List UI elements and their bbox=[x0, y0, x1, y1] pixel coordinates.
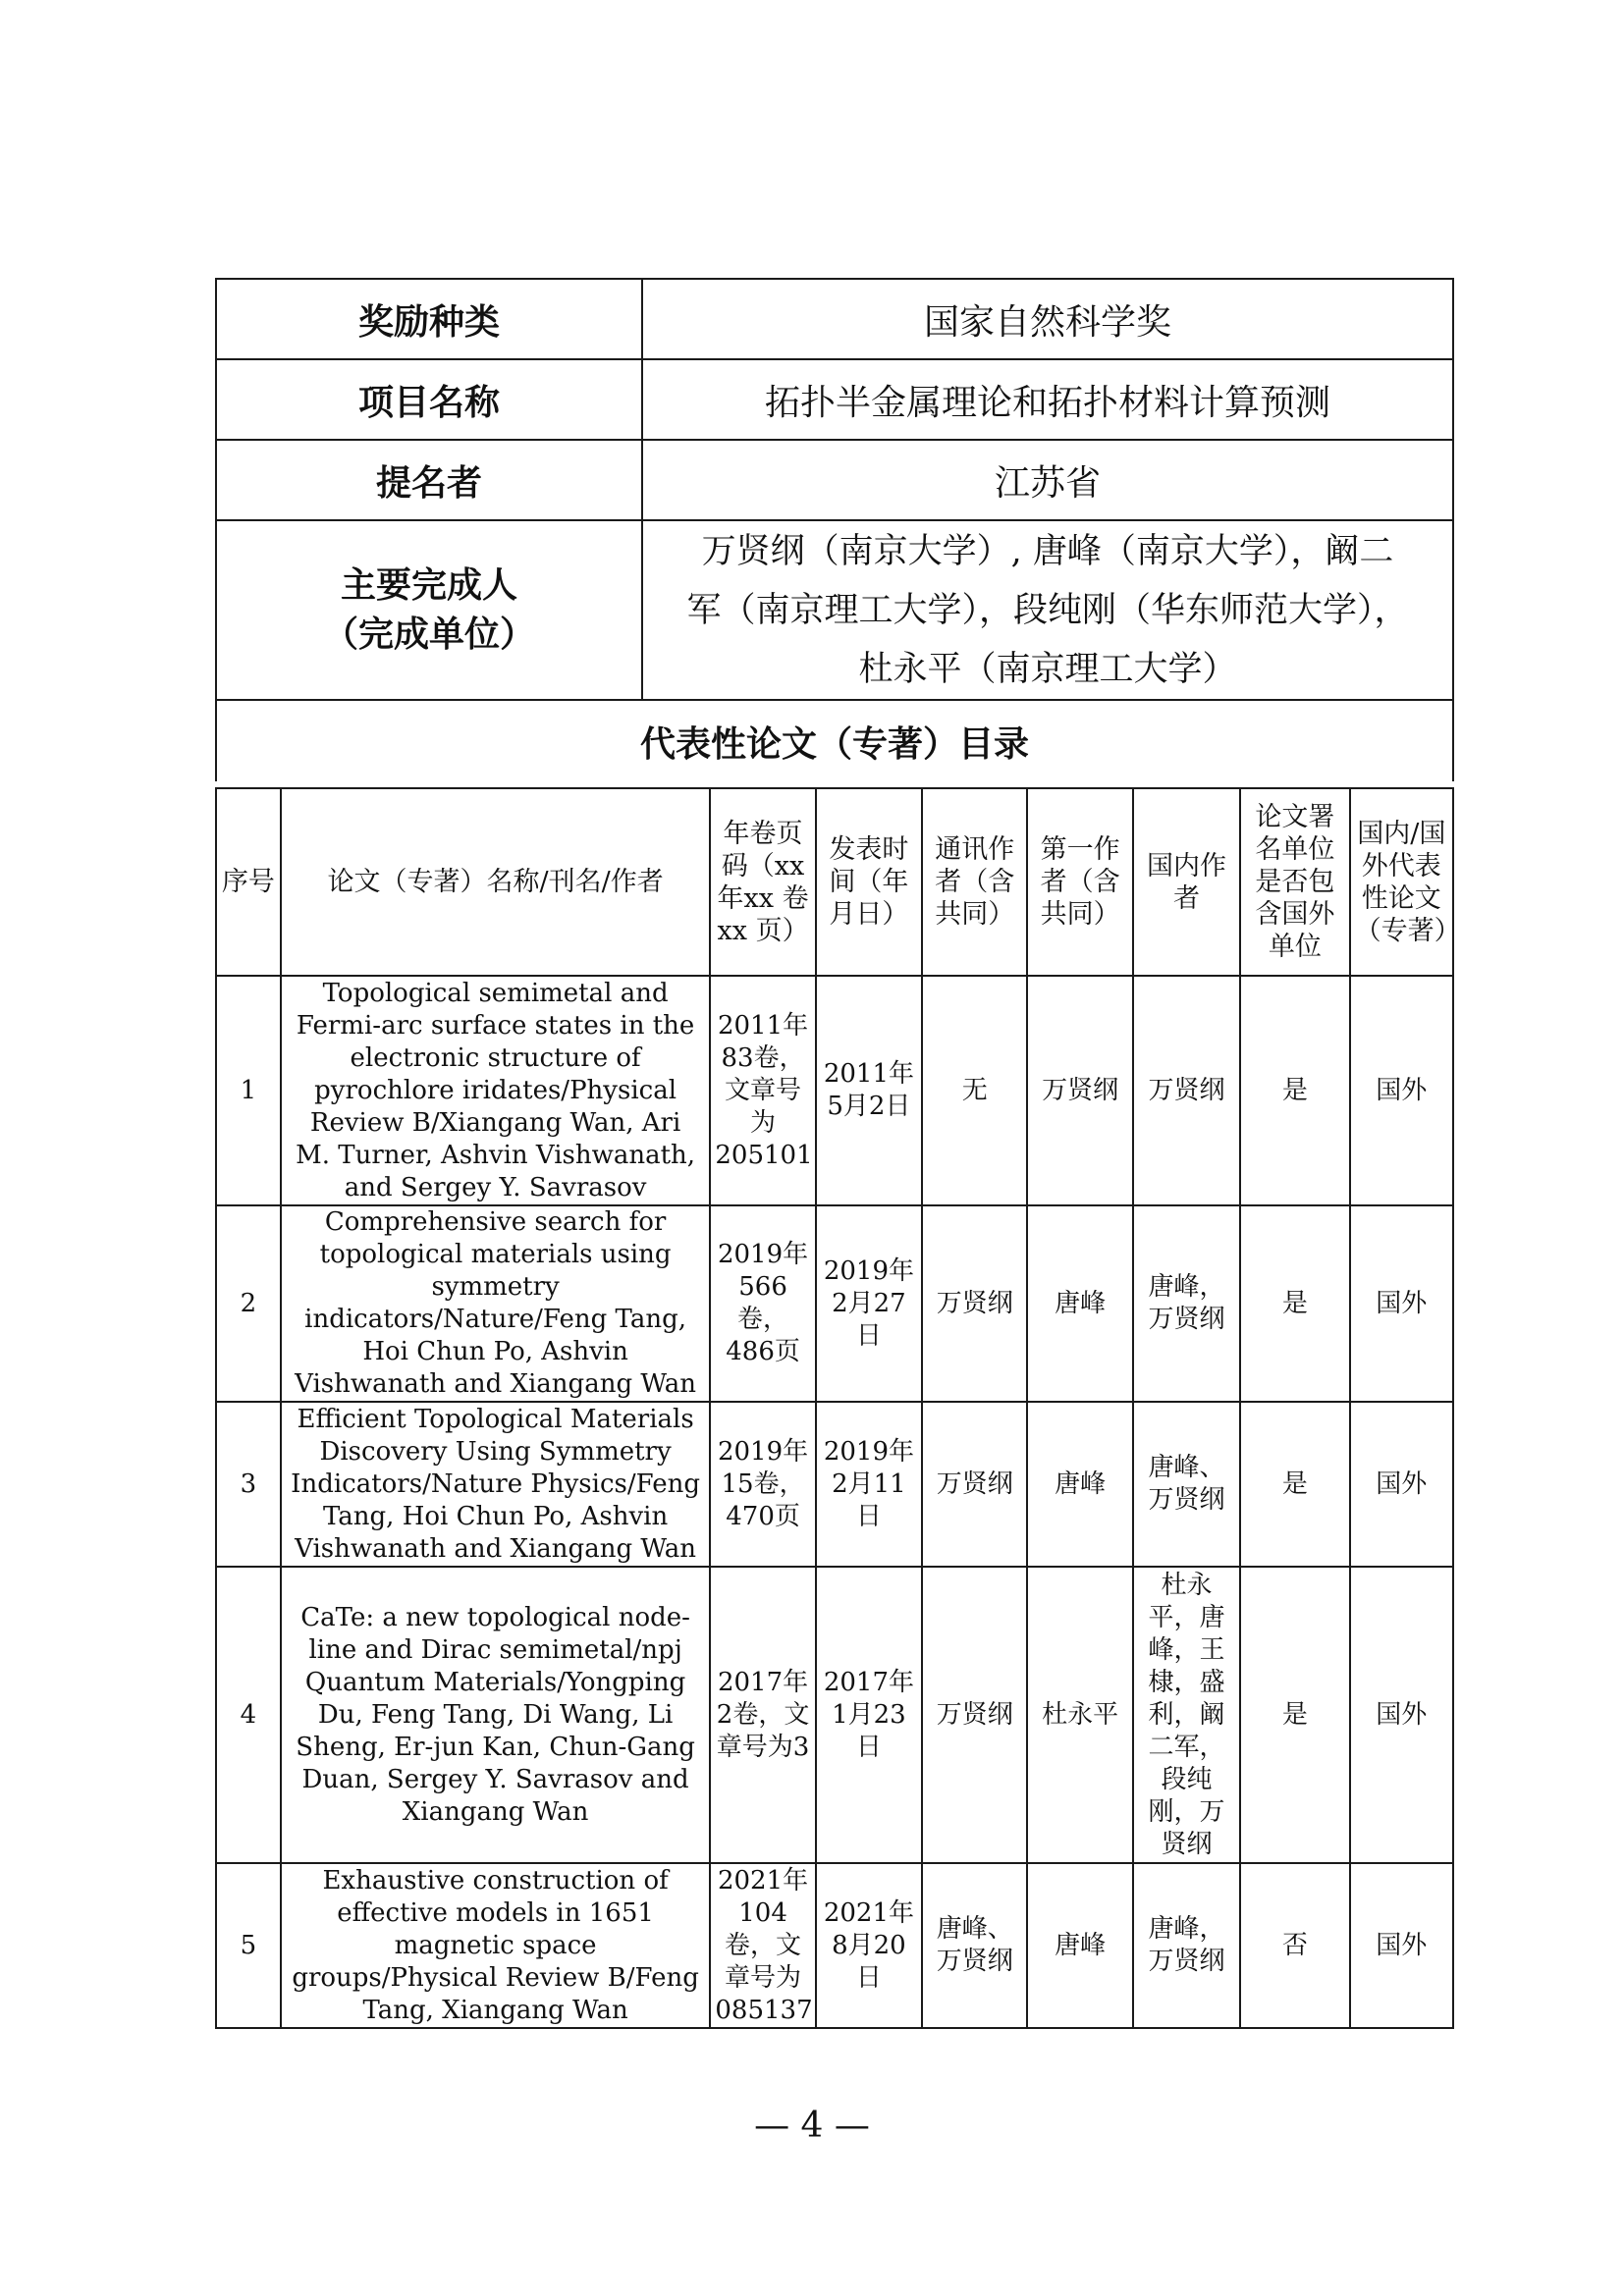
paper-domestic-authors: 唐峰，万贤纲 bbox=[1133, 1863, 1240, 2028]
col-header-domestic-authors: 国内作者 bbox=[1133, 788, 1240, 976]
paper-volume: 2011年83卷，文章号为205101 bbox=[710, 976, 815, 1205]
paper-domestic-foreign: 国外 bbox=[1350, 1402, 1453, 1567]
paper-date: 2021年8月20日 bbox=[816, 1863, 922, 2028]
paper-domestic-authors: 杜永平，唐峰，王棣，盛利，阚二军，段纯刚，万贤纲 bbox=[1133, 1567, 1240, 1863]
paper-no: 2 bbox=[216, 1205, 281, 1402]
paper-date: 2017年1月23日 bbox=[816, 1567, 922, 1863]
main-people-value bbox=[642, 520, 1453, 700]
papers-table bbox=[215, 787, 1461, 2029]
paper-corresponding: 万贤纲 bbox=[922, 1402, 1027, 1567]
award-type-value: 国家自然科学奖 bbox=[642, 279, 1453, 359]
award-type-label: 奖励种类 bbox=[216, 279, 642, 359]
paper-date: 2019年2月27日 bbox=[816, 1205, 922, 1402]
paper-domestic-foreign: 国外 bbox=[1350, 1205, 1453, 1402]
table-header-row bbox=[216, 788, 1453, 976]
paper-foreign-unit: 否 bbox=[1240, 1863, 1349, 2028]
paper-foreign-unit: 是 bbox=[1240, 1402, 1349, 1567]
paper-domestic-authors: 万贤纲 bbox=[1133, 976, 1240, 1205]
page-number: — 4 — bbox=[754, 2106, 870, 2146]
main-people-line1: 万贤纲（南京大学）, 唐峰（南京大学），阚二 bbox=[701, 531, 1394, 571]
paper-title: Comprehensive search for topological materials using symmetry indicators/Nature/Feng Tang, Hoi Chun Po, Ashvin Vishwanath and Xiangang Wan bbox=[281, 1205, 711, 1402]
main-people-label-line1: 主要完成人 bbox=[340, 564, 517, 606]
paper-corresponding: 万贤纲 bbox=[922, 1567, 1027, 1863]
paper-corresponding: 万贤纲 bbox=[922, 1205, 1027, 1402]
paper-first-author: 唐峰 bbox=[1027, 1863, 1132, 2028]
table-row bbox=[216, 1863, 1453, 2028]
paper-corresponding: 无 bbox=[922, 976, 1027, 1205]
paper-volume: 2017年2卷，文章号为3 bbox=[710, 1567, 815, 1863]
paper-first-author: 杜永平 bbox=[1027, 1567, 1132, 1863]
paper-title: Topological semimetal and Fermi-arc surface states in the electronic structure of pyrochlore iridates/Physical Review B/Xiangang Wan, Ari M. Turner, Ashvin Vishwanath, and Sergey Y. Savrasov bbox=[281, 976, 711, 1205]
project-name-value: 拓扑半金属理论和拓扑材料计算预测 bbox=[642, 359, 1453, 440]
col-header-no: 序号 bbox=[216, 788, 281, 976]
main-people-line3: 杜永平（南京理工大学） bbox=[858, 649, 1237, 689]
col-header-foreign-unit: 论文署名单位是否包含国外单位 bbox=[1240, 788, 1349, 976]
paper-no: 4 bbox=[216, 1567, 281, 1863]
table-row bbox=[216, 1402, 1453, 1567]
project-name-label: 项目名称 bbox=[216, 359, 642, 440]
main-people-label bbox=[216, 520, 642, 700]
col-header-date: 发表时间（年月日） bbox=[816, 788, 922, 976]
paper-foreign-unit: 是 bbox=[1240, 976, 1349, 1205]
paper-first-author: 唐峰 bbox=[1027, 1402, 1132, 1567]
paper-foreign-unit: 是 bbox=[1240, 1205, 1349, 1402]
main-people-line2: 军（南京理工大学），段纯刚（华东师范大学）， bbox=[686, 590, 1409, 630]
project-info-table bbox=[215, 278, 1454, 781]
main-people-label-line2: （完成单位） bbox=[322, 614, 535, 655]
col-header-domestic-foreign: 国内/国外代表性论文（专著） bbox=[1350, 788, 1453, 976]
paper-domestic-authors: 唐峰、万贤纲 bbox=[1133, 1402, 1240, 1567]
col-header-first-author: 第一作者（含共同） bbox=[1027, 788, 1132, 976]
paper-volume: 2019年566卷，486页 bbox=[710, 1205, 815, 1402]
paper-title: Exhaustive construction of effective models in 1651 magnetic space groups/Physical Review B/Feng Tang, Xiangang Wan bbox=[281, 1863, 711, 2028]
paper-title: CaTe: a new topological node-line and Dirac semimetal/npj Quantum Materials/Yongping Du, Feng Tang, Di Wang, Li Sheng, Er-jun Kan, Chun-Gang Duan, Sergey Y. Savrasov and Xiangang Wan bbox=[281, 1567, 711, 1863]
paper-date: 2019年2月11日 bbox=[816, 1402, 922, 1567]
paper-domestic-foreign: 国外 bbox=[1350, 976, 1453, 1205]
paper-first-author: 万贤纲 bbox=[1027, 976, 1132, 1205]
paper-title: Efficient Topological Materials Discovery Using Symmetry Indicators/Nature Physics/Feng Tang, Hoi Chun Po, Ashvin Vishwanath and Xiangang Wan bbox=[281, 1402, 711, 1567]
col-header-volume: 年卷页码（xx年xx 卷xx 页） bbox=[710, 788, 815, 976]
table-row bbox=[216, 1567, 1453, 1863]
paper-domestic-foreign: 国外 bbox=[1350, 1567, 1453, 1863]
paper-no: 3 bbox=[216, 1402, 281, 1567]
paper-domestic-foreign: 国外 bbox=[1350, 1863, 1453, 2028]
col-header-title: 论文（专著）名称/刊名/作者 bbox=[281, 788, 711, 976]
nominator-value: 江苏省 bbox=[642, 440, 1453, 520]
paper-volume: 2021年104卷，文章号为085137 bbox=[710, 1863, 815, 2028]
paper-foreign-unit: 是 bbox=[1240, 1567, 1349, 1863]
paper-date: 2011年5月2日 bbox=[816, 976, 922, 1205]
paper-no: 5 bbox=[216, 1863, 281, 2028]
table-row bbox=[216, 976, 1453, 1205]
paper-corresponding: 唐峰、万贤纲 bbox=[922, 1863, 1027, 2028]
paper-volume: 2019年15卷，470页 bbox=[710, 1402, 815, 1567]
paper-first-author: 唐峰 bbox=[1027, 1205, 1132, 1402]
paper-domestic-authors: 唐峰，万贤纲 bbox=[1133, 1205, 1240, 1402]
paper-no: 1 bbox=[216, 976, 281, 1205]
table-row bbox=[216, 1205, 1453, 1402]
section-title: 代表性论文（专著）目录 bbox=[216, 700, 1453, 781]
nominator-label: 提名者 bbox=[216, 440, 642, 520]
col-header-corresponding: 通讯作者（含共同） bbox=[922, 788, 1027, 976]
